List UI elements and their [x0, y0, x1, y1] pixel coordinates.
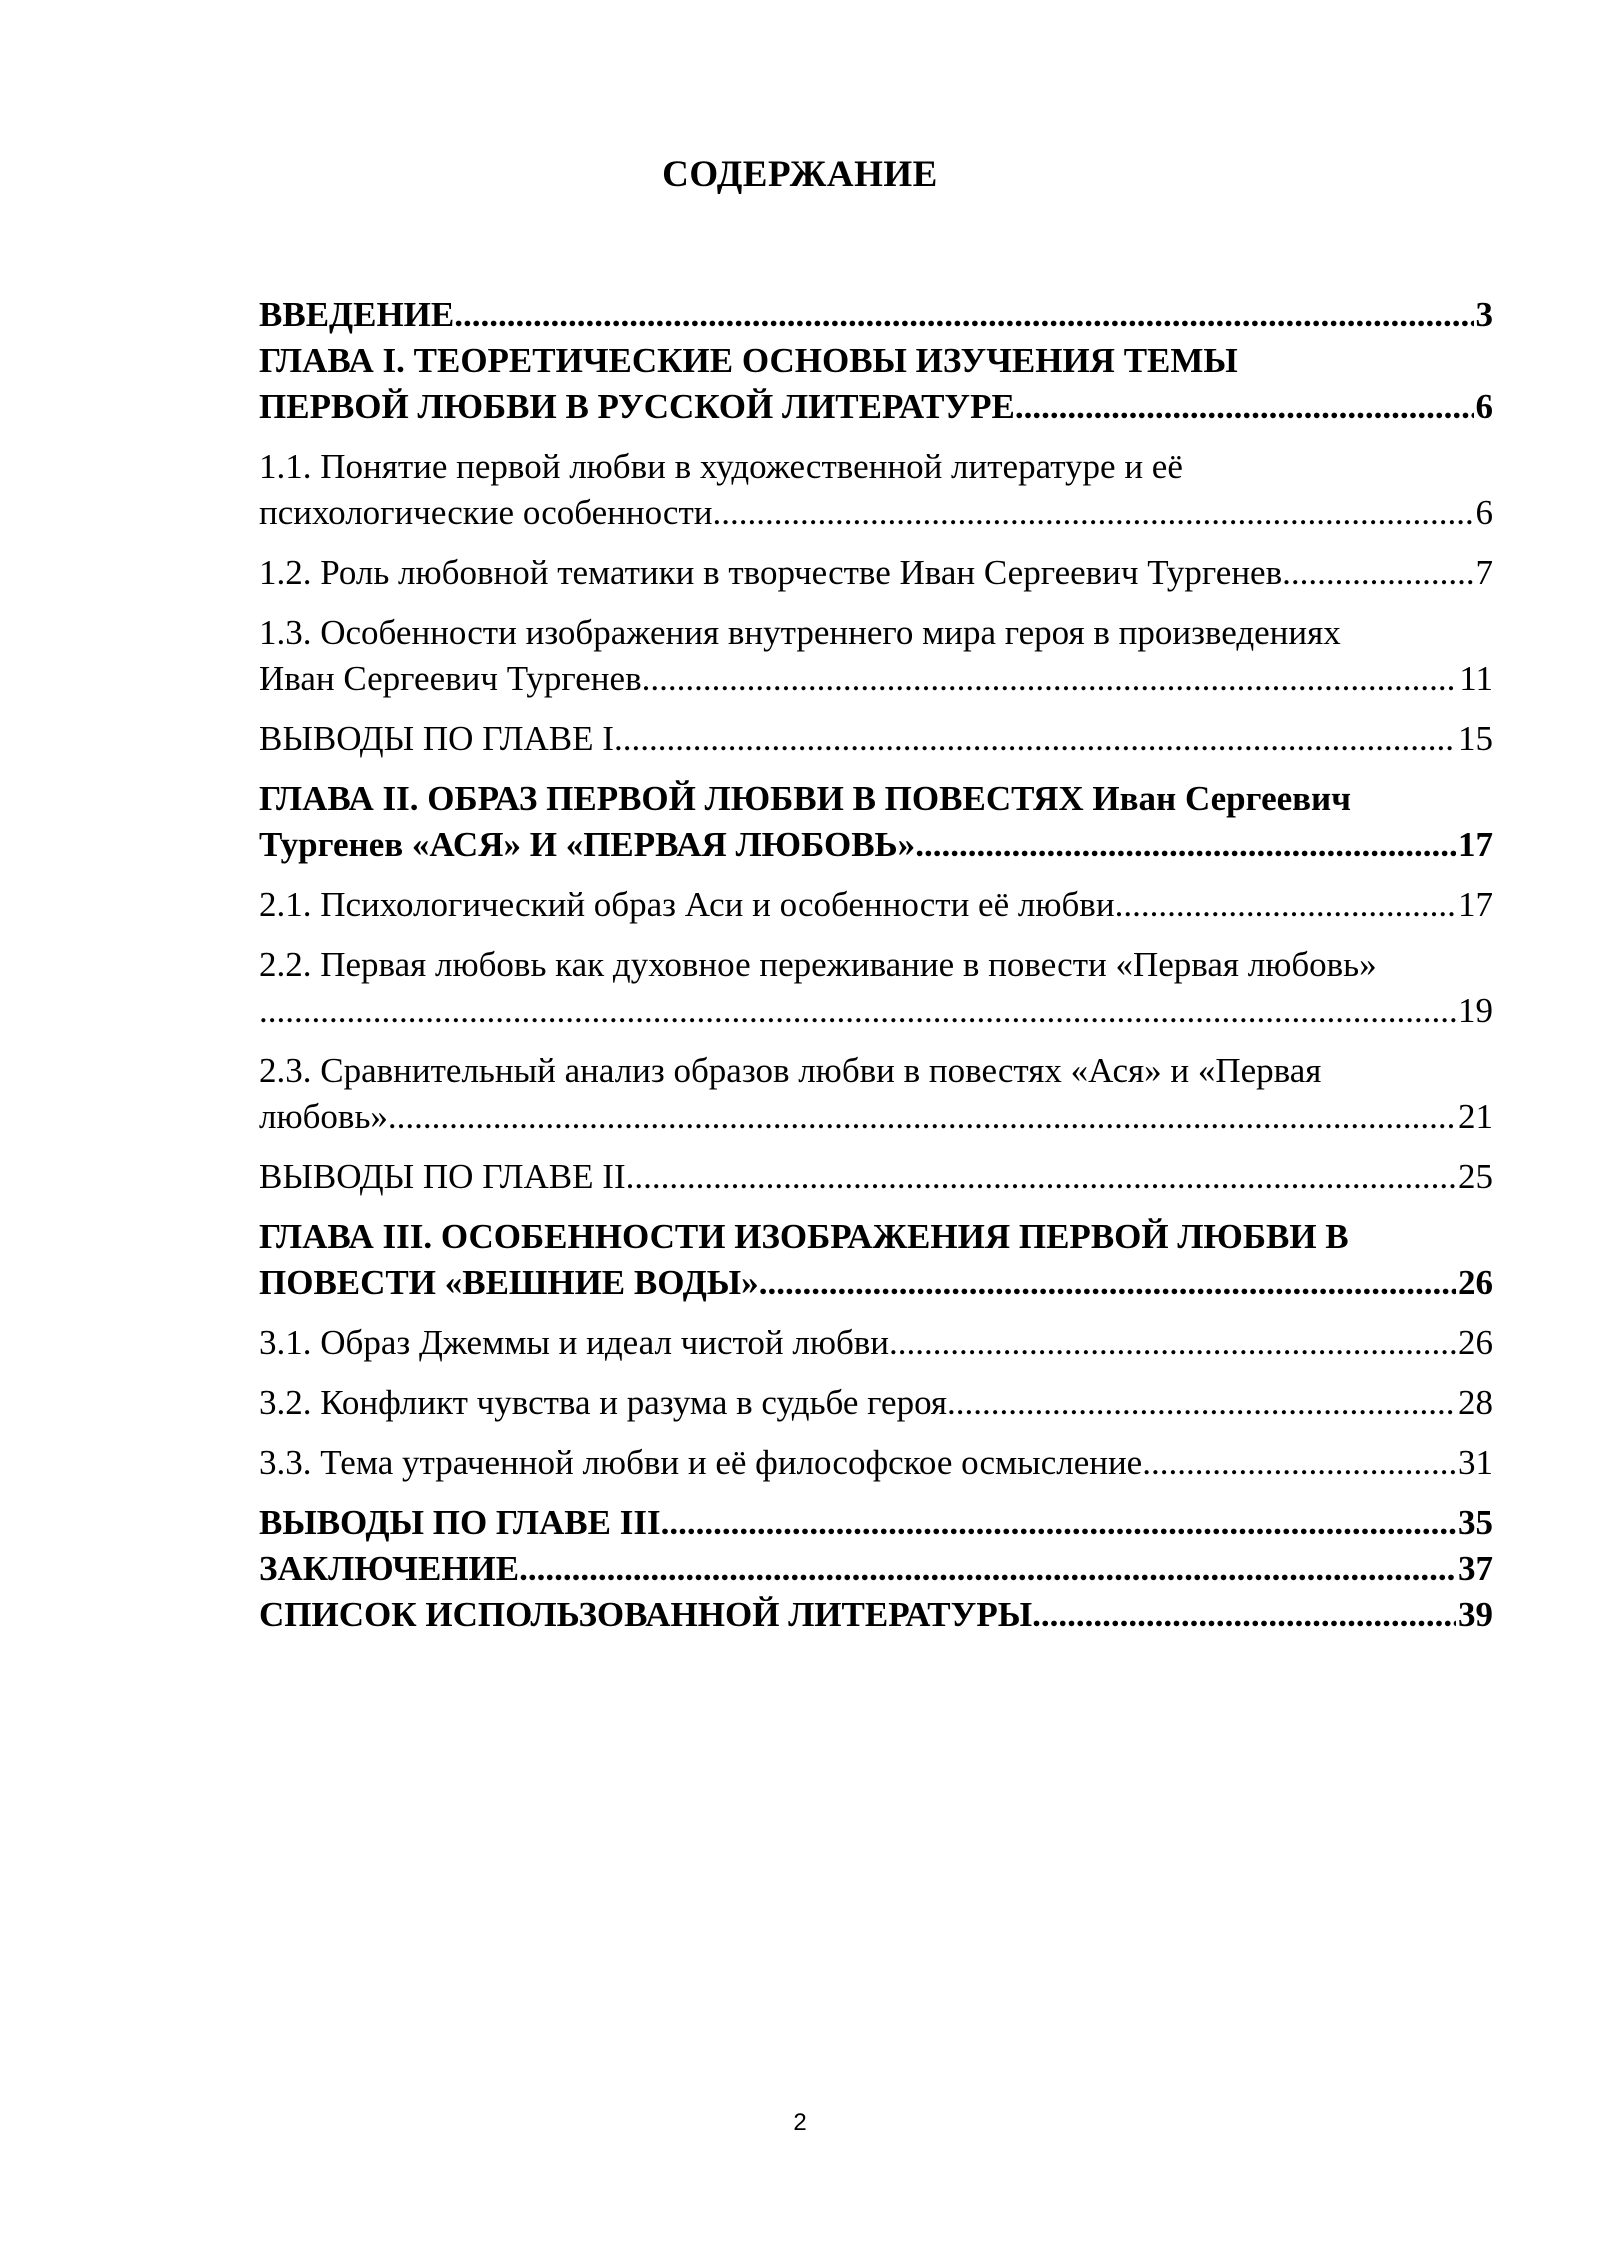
toc-entry-text: СПИСОК ИСПОЛЬЗОВАННОЙ ЛИТЕРАТУРЫ: [259, 1595, 1033, 1634]
toc-entry[interactable]: [259, 1320, 1493, 1366]
toc-page-number: 3: [1475, 295, 1493, 334]
toc-entry[interactable]: [259, 1592, 1493, 1638]
table-of-contents: [259, 292, 1493, 1638]
toc-leader-dots: [1142, 1440, 1456, 1486]
toc-page-number: 35: [1458, 1503, 1493, 1542]
toc-leader-dots: [759, 1260, 1456, 1306]
toc-page-number: 25: [1458, 1157, 1493, 1196]
toc-entry-text: 2.1. Психологический образ Аси и особенности её любви: [259, 885, 1115, 924]
toc-entry-text: Тургенев «АСЯ» И «ПЕРВАЯ ЛЮБОВЬ»: [259, 825, 916, 864]
toc-page-number: 26: [1458, 1323, 1493, 1362]
toc-leader-dots: [1015, 384, 1474, 430]
toc-page-number: 26: [1458, 1263, 1493, 1302]
toc-entry[interactable]: [259, 1500, 1493, 1546]
toc-entry-text: Иван Сергеевич Тургенев: [259, 659, 642, 698]
toc-page-number: 6: [1475, 493, 1493, 532]
toc-entry-text: ВЫВОДЫ ПО ГЛАВЕ I: [259, 719, 614, 758]
toc-leader-dots: [642, 656, 1458, 702]
toc-page-number: 19: [1458, 991, 1493, 1030]
toc-entry-text: 3.1. Образ Джеммы и идеал чистой любви: [259, 1323, 890, 1362]
toc-entry-text: ГЛАВА II. ОБРАЗ ПЕРВОЙ ЛЮБВИ В ПОВЕСТЯХ Иван Сергеевич: [259, 779, 1351, 818]
toc-entry-text: ПОВЕСТИ «ВЕШНИЕ ВОДЫ»: [259, 1263, 759, 1302]
toc-entry[interactable]: [259, 338, 1493, 430]
toc-entry-text: 2.2. Первая любовь как духовное переживание в повести «Первая любовь»: [259, 945, 1377, 984]
toc-page-number: 37: [1458, 1549, 1493, 1588]
toc-leader-dots: [889, 1320, 1456, 1366]
toc-entry[interactable]: [259, 292, 1493, 338]
toc-leader-dots: [388, 1094, 1456, 1140]
toc-entry[interactable]: [259, 1154, 1493, 1200]
toc-entry[interactable]: [259, 1440, 1493, 1486]
toc-entry-text: любовь»: [259, 1097, 388, 1136]
toc-page-number: 11: [1459, 659, 1493, 698]
toc-entry[interactable]: [259, 550, 1493, 596]
toc-leader-dots: [454, 292, 1473, 338]
toc-leader-dots: [1282, 550, 1473, 596]
toc-leader-dots: [519, 1546, 1456, 1592]
toc-entry-text: 3.2. Конфликт чувства и разума в судьбе героя: [259, 1383, 948, 1422]
toc-entry-text: ГЛАВА III. ОСОБЕННОСТИ ИЗОБРАЖЕНИЯ ПЕРВОЙ ЛЮБВИ В: [259, 1217, 1349, 1256]
toc-entry[interactable]: [259, 776, 1493, 868]
toc-leader-dots: [626, 1154, 1456, 1200]
toc-entry-text: 1.1. Понятие первой любви в художественной литературе и её: [259, 447, 1183, 486]
toc-leader-dots: [713, 490, 1474, 536]
toc-entry[interactable]: [259, 942, 1493, 1034]
toc-page-number: 17: [1458, 885, 1493, 924]
toc-page-number: 39: [1458, 1595, 1493, 1634]
toc-entry-text: 3.3. Тема утраченной любви и её философское осмысление: [259, 1443, 1143, 1482]
toc-leader-dots: [947, 1380, 1456, 1426]
toc-entry-text: ВЫВОДЫ ПО ГЛАВЕ II: [259, 1157, 626, 1196]
toc-entry[interactable]: [259, 1380, 1493, 1426]
toc-entry[interactable]: [259, 610, 1493, 702]
toc-leader-dots: [614, 716, 1456, 762]
toc-page-number: 31: [1458, 1443, 1493, 1482]
toc-entry-text: 2.3. Сравнительный анализ образов любви в повестях «Ася» и «Первая: [259, 1051, 1322, 1090]
toc-entry[interactable]: [259, 1546, 1493, 1592]
toc-entry[interactable]: [259, 444, 1493, 536]
toc-leader-dots: [661, 1500, 1456, 1546]
toc-page-number: 21: [1458, 1097, 1493, 1136]
toc-entry-text: ПЕРВОЙ ЛЮБВИ В РУССКОЙ ЛИТЕРАТУРЕ: [259, 387, 1015, 426]
toc-page-number: 6: [1475, 387, 1493, 426]
toc-page-number: 15: [1458, 719, 1493, 758]
toc-entry[interactable]: [259, 882, 1493, 928]
toc-page-number: 7: [1475, 553, 1493, 592]
toc-leader-dots: [1115, 882, 1456, 928]
toc-entry-text: психологические особенности: [259, 493, 713, 532]
toc-entry-text: ВЫВОДЫ ПО ГЛАВЕ III: [259, 1503, 661, 1542]
toc-leader-dots: [1032, 1592, 1456, 1638]
toc-page-number: 28: [1458, 1383, 1493, 1422]
toc-entry-text: 1.3. Особенности изображения внутреннего мира героя в произведениях: [259, 613, 1341, 652]
toc-entry-text: ВВЕДЕНИЕ: [259, 295, 455, 334]
toc-entry[interactable]: [259, 1214, 1493, 1306]
toc-entry[interactable]: [259, 716, 1493, 762]
page-number: 2: [793, 2109, 807, 2136]
toc-leader-dots: [915, 822, 1456, 868]
toc-entry-text: 1.2. Роль любовной тематики в творчестве Иван Сергеевич Тургенев: [259, 553, 1283, 592]
toc-leader-dots: [259, 988, 1456, 1034]
toc-entry-text: ГЛАВА I. ТЕОРЕТИЧЕСКИЕ ОСНОВЫ ИЗУЧЕНИЯ ТЕМЫ: [259, 341, 1238, 380]
toc-entry-text: ЗАКЛЮЧЕНИЕ: [259, 1549, 520, 1588]
toc-entry[interactable]: [259, 1048, 1493, 1140]
toc-page-number: 17: [1458, 825, 1493, 864]
page-title: СОДЕРЖАНИЕ: [662, 154, 938, 195]
